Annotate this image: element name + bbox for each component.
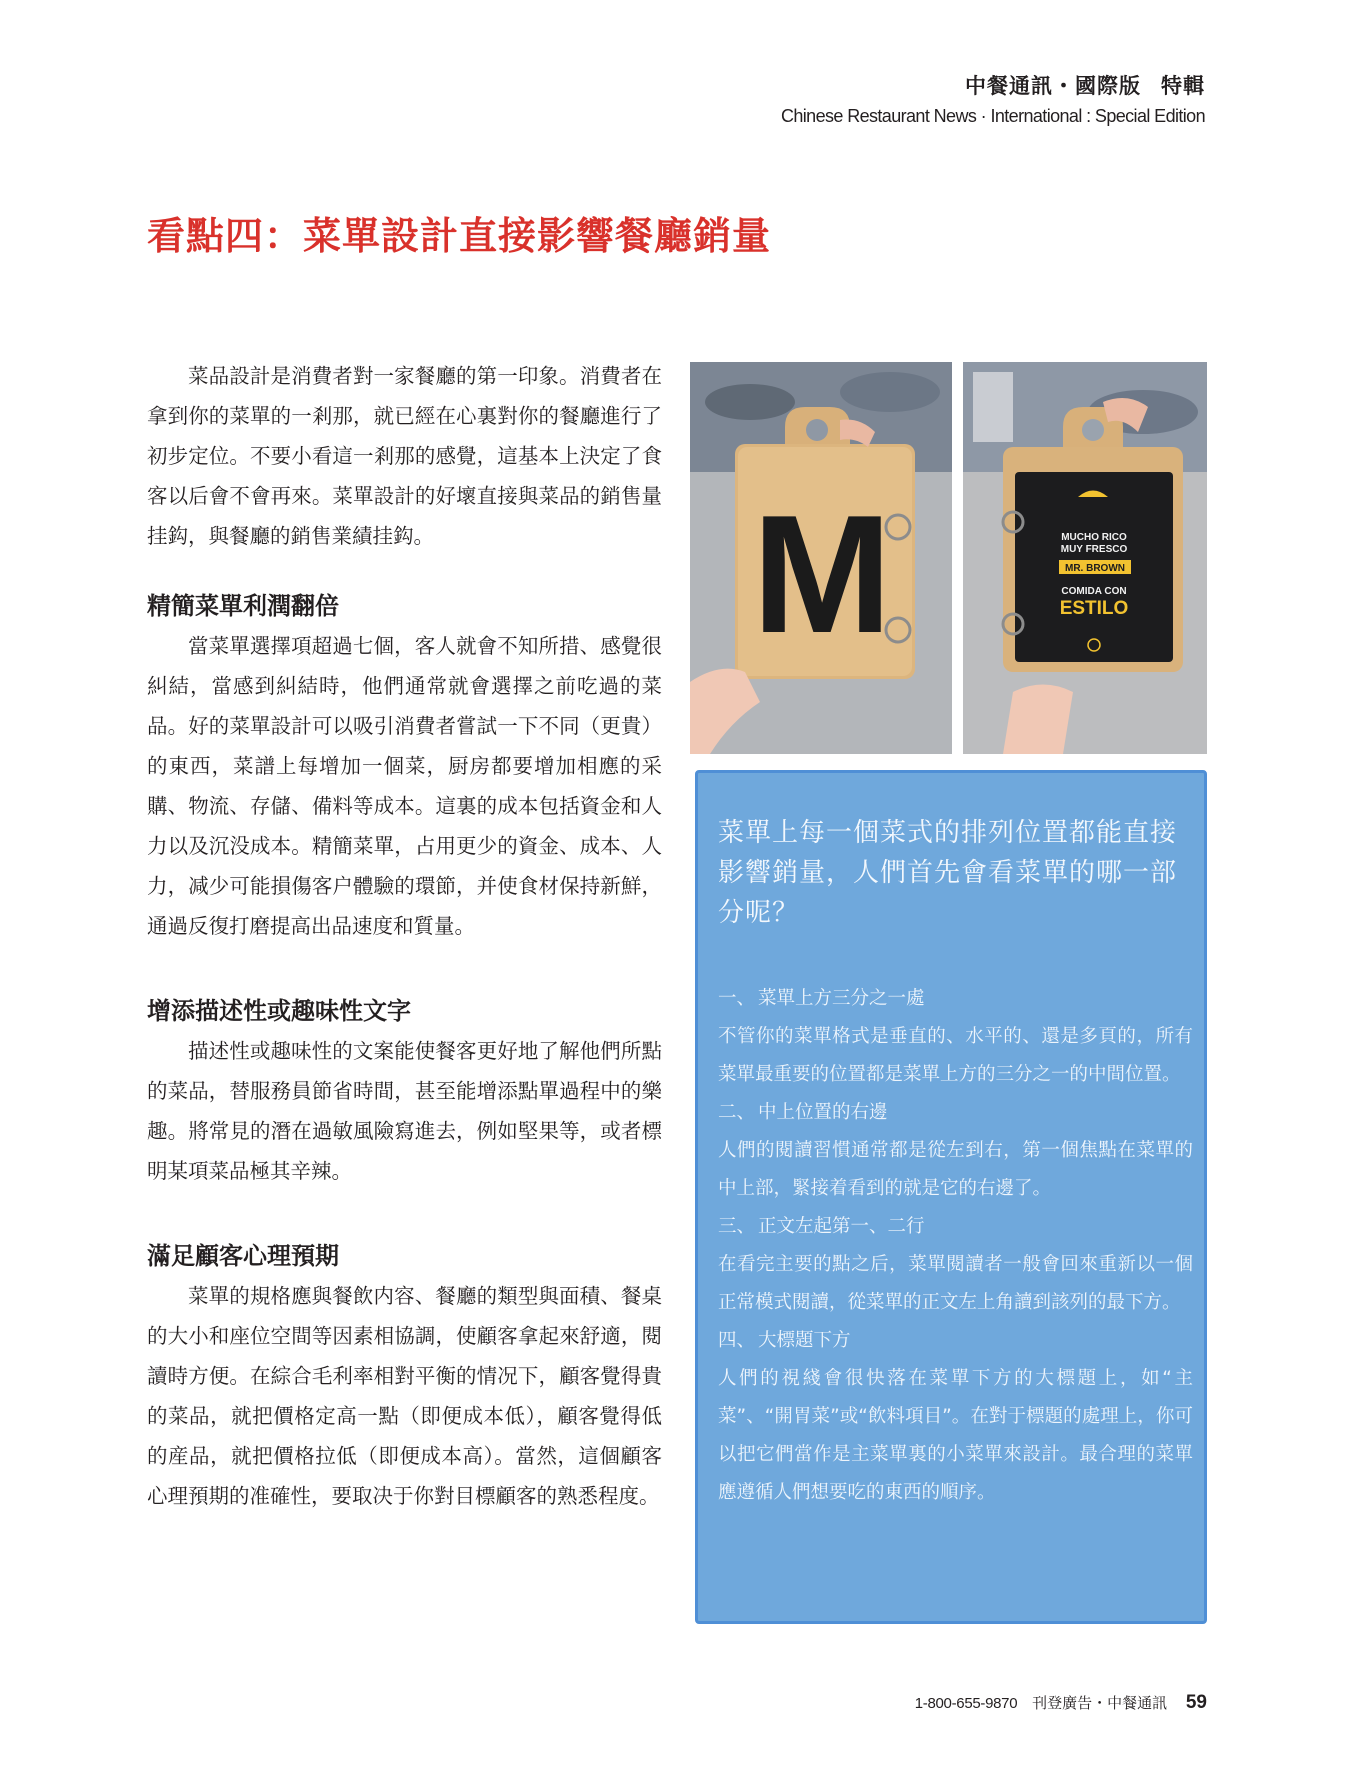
header-cn: [781, 70, 1205, 100]
page-header: [781, 70, 1205, 127]
menu-letter-m: M: [752, 480, 892, 668]
callout-item-heading: 一、 菜單上方三分之一處: [718, 988, 925, 1009]
page-footer: [915, 1692, 1207, 1714]
callout-item-heading: 三、 正文左起第一、二行: [718, 1216, 925, 1237]
menu-tagline-1: MUCHO RICO: [1061, 532, 1127, 543]
tips-callout-box: [695, 770, 1207, 1624]
intro-paragraph: 菜品設計是消費者對一家餐廳的第一印象。消費者在拿到你的菜單的一剎那，就已經在心裏對你的餐廳進行了初步定位。不要小看這一剎那的感覺，這基本上決定了食客以后會不會再來。菜單設計的好壞直接與菜品的銷售量挂鈎，與餐廳的銷售業績挂鈎。: [147, 364, 662, 548]
menu-board-front-illustration: [690, 362, 952, 754]
footer-phone: 1-800-655-9870: [914, 1695, 1018, 1712]
callout-list: [718, 980, 1193, 1512]
header-en-title: Chinese Restaurant News · International : Special Edition: [780, 106, 1205, 126]
menu-tagline-2: MUY FRESCO: [1060, 544, 1128, 555]
callout-item-heading: 二、 中上位置的右邊: [718, 1102, 888, 1123]
callout-item-text: 人們的閱讀習慣通常都是從左到右，第一個焦點在菜單的中上部，緊接着看到的就是它的右邊了。: [718, 1140, 1193, 1199]
header-cn-special: 特輯: [1161, 74, 1205, 98]
callout-item-text: 在看完主要的點之后，菜單閱讀者一般會回來重新以一個正常模式閱讀，從菜單的正文左上角讀到該列的最下方。: [718, 1254, 1193, 1313]
section-heading: 精簡菜單利潤翻倍: [147, 592, 339, 620]
callout-item-text: 人們的視綫會很快落在菜單下方的大標題上，如“主菜”、“開胃菜”或“飲料項目”。在對于標題的處理上，你可以把它們當作是主菜單裏的小菜單來設計。最合理的菜單應遵循人們想要吃的東西的順序。: [718, 1368, 1193, 1503]
callout-question: 菜單上每一個菜式的排列位置都能直接影響銷量，人們首先會看菜單的哪一部分呢？: [718, 818, 1178, 928]
menu-cover-photo: [690, 362, 952, 754]
menu-tagline-4: ESTILO: [1059, 598, 1129, 619]
footer-ad-text: 刊登廣告・中餐通訊: [1032, 1694, 1168, 1712]
section-heading: 滿足顧客心理預期: [147, 1242, 339, 1270]
menu-board-back-illustration: [963, 362, 1207, 754]
menu-photos: [690, 362, 1207, 754]
menu-banner-brand: MR. BROWN: [1065, 563, 1125, 574]
header-cn-title: 中餐通訊・國際版: [965, 74, 1141, 98]
callout-item-text: 不管你的菜單格式是垂直的、水平的、還是多頁的，所有菜單最重要的位置都是菜單上方的三分之一的中間位置。: [718, 1026, 1193, 1085]
callout-item-heading: 四、 大標題下方: [718, 1330, 851, 1351]
section-paragraph: 當菜單選擇項超過七個，客人就會不知所措、感覺很糾結，當感到糾結時，他們通常就會選擇之前吃過的菜品。好的菜單設計可以吸引消費者嘗試一下不同（更貴）的東西，菜譜上每增加一個菜，厨房都要增加相應的采購、物流、存儲、備料等成本。這裏的成本包括資金和人力以及沉没成本。精簡菜單，占用更少的資金、成本、人力，减少可能損傷客户體驗的環節，并使食材保持新鮮，通過反復打磨提高出品速度和質量。: [147, 634, 662, 938]
section-paragraph: 描述性或趣味性的文案能使餐客更好地了解他們所點的菜品，替服務員節省時間，甚至能增添點單過程中的樂趣。將常見的潛在過敏風險寫進去，例如堅果等，或者標明某項菜品極其辛辣。: [147, 1039, 662, 1183]
article-body: [147, 356, 662, 1516]
section-paragraph: 菜單的規格應與餐飲内容、餐廳的類型與面積、餐桌的大小和座位空間等因素相協調，使顧客拿起來舒適，閱讀時方便。在綜合毛利率相對平衡的情况下，顧客覺得貴的菜品，就把價格定高一點（即便成本低），顧客覺得低的産品，就把價格拉低（即便成本高）。當然，這個顧客心理預期的准確性，要取决于你對目標顧客的熟悉程度。: [147, 1284, 662, 1508]
section-heading: 增添描述性或趣味性文字: [147, 997, 411, 1025]
page-number: 59: [1185, 1692, 1207, 1713]
menu-inside-photo: [963, 362, 1207, 754]
menu-tagline-3: COMIDA CON: [1061, 586, 1127, 597]
article-title: 看點四：菜單設計直接影響餐廳銷量: [147, 214, 772, 258]
